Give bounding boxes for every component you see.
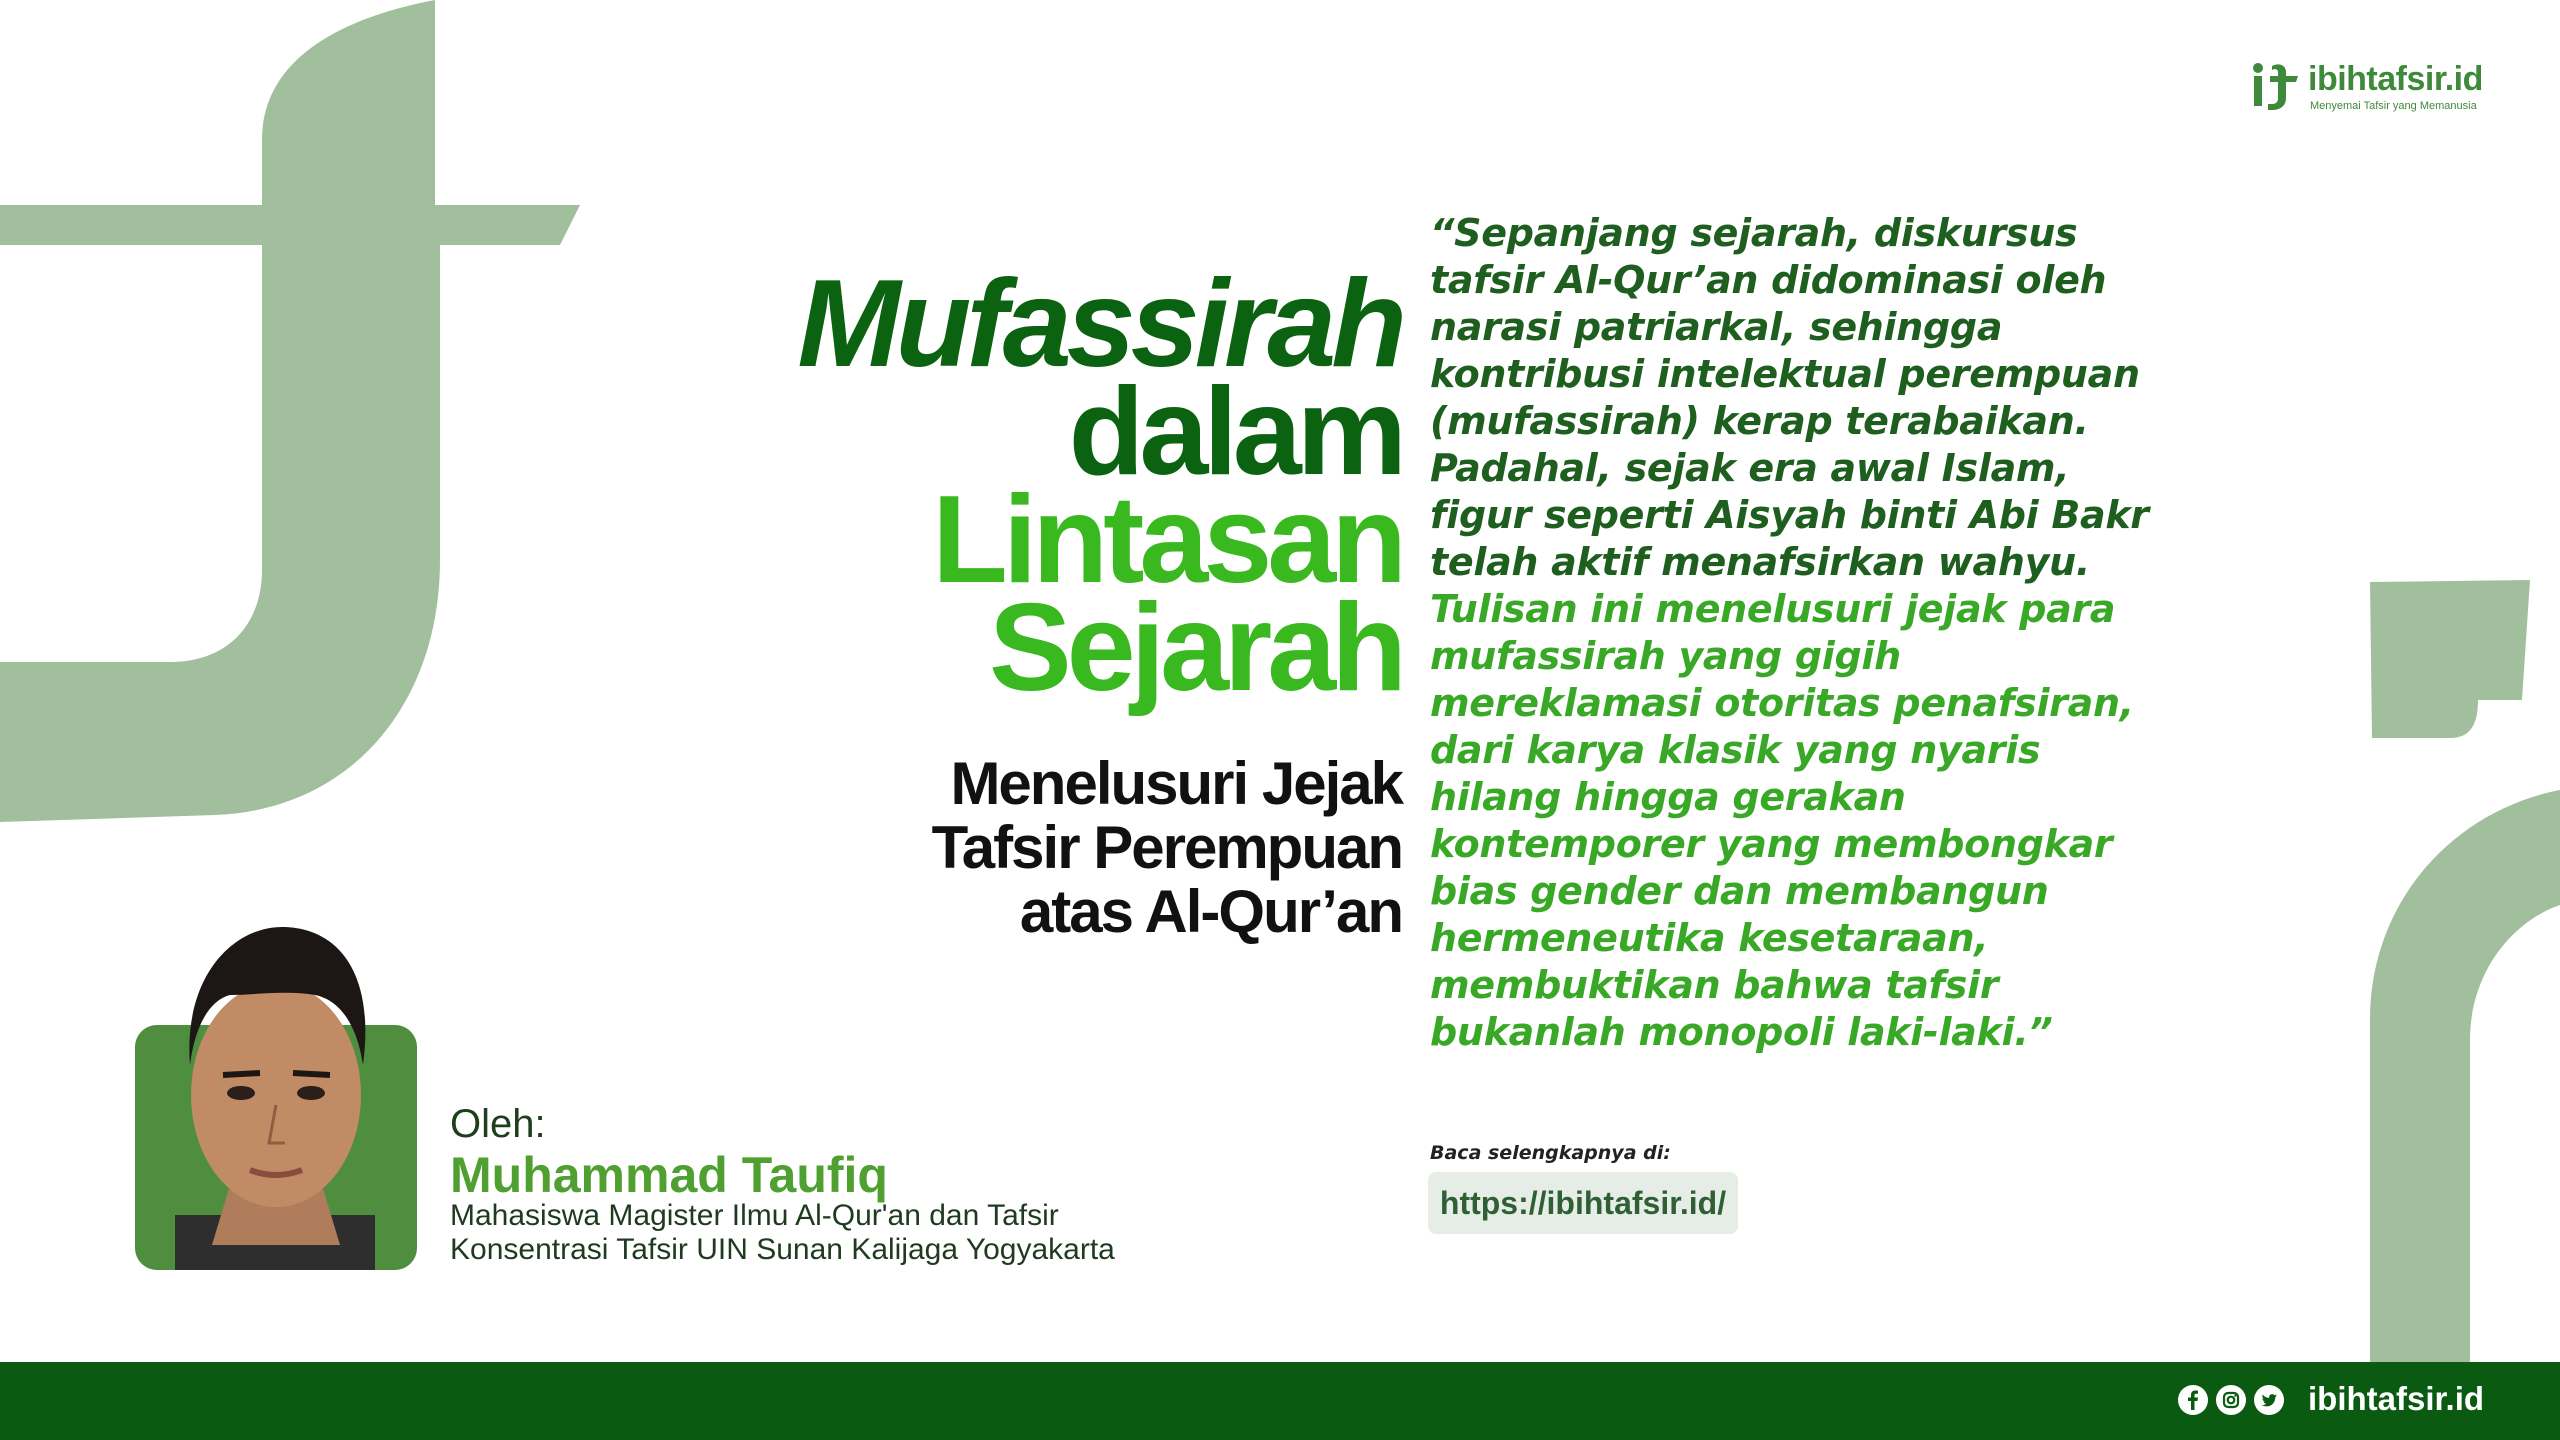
deco-left-t-stem <box>0 0 580 822</box>
title-line-1: Mufassirah <box>797 255 1402 393</box>
author-affiliation-line-1: Mahasiswa Magister Ilmu Al-Qur'an dan Tafsir <box>450 1199 1059 1232</box>
facebook-icon[interactable] <box>2178 1385 2208 1415</box>
title-line-4: Sejarah <box>988 579 1402 717</box>
author-portrait <box>135 915 417 1270</box>
read-more-label: Baca selengkapnya di: <box>1430 1142 1671 1164</box>
brand-logo[interactable] <box>2250 60 2495 120</box>
article-quote <box>1430 210 2150 1056</box>
title-line-2: dalam <box>1068 363 1402 501</box>
instagram-icon[interactable] <box>2216 1385 2246 1415</box>
twitter-icon[interactable] <box>2254 1385 2284 1415</box>
article-url-link[interactable]: https://ibihtafsir.id/ <box>1428 1172 1738 1234</box>
footer-site-name[interactable]: ibihtafsir.id <box>2308 1380 2485 1417</box>
title-line-3: Lintasan <box>932 471 1402 609</box>
footer-bar <box>0 1362 2560 1440</box>
page-title <box>642 255 1402 717</box>
brand-tagline: Menyemai Tafsir yang Memanusia <box>2310 100 2477 112</box>
author-affiliation-line-2: Konsentrasi Tafsir UIN Sunan Kalijaga Yogyakarta <box>450 1233 1115 1266</box>
deco-right-leaf <box>2370 580 2530 738</box>
quote-part-2-highlight: Tulisan ini menelusuri jejak para mufassirah yang gigih mereklamasi otoritas penafsiran, dari karya klasik yang nyaris hilang hingga gerakan kontemporer yang membongkar bias gender dan membangun hermeneutika kesetaraan, membuktikan bahwa tafsir bukanlah monopoli laki-laki.” <box>1430 587 2134 1054</box>
author-by-label: Oleh: <box>450 1102 546 1146</box>
subtitle-line-3: atas Al-Qur’an <box>1019 878 1402 945</box>
author-name: Muhammad Taufiq <box>450 1147 888 1203</box>
social-icons <box>2178 1385 2284 1417</box>
brand-name: ibihtafsir.id <box>2308 60 2483 98</box>
deco-right-arc <box>2370 790 2560 1362</box>
subtitle-line-2: Tafsir Perempuan <box>931 814 1402 881</box>
subtitle <box>642 752 1402 944</box>
subtitle-line-1: Menelusuri Jejak <box>950 750 1402 817</box>
quote-part-1: “Sepanjang sejarah, diskursus tafsir Al-Qur’an didominasi oleh narasi patriarkal, sehingga kontribusi intelektual perempuan (mufassirah) kerap terabaikan. Padahal, sejak era awal Islam, figur seperti Aisyah binti Abi Bakr telah aktif menafsirkan wahyu. <box>1430 211 2149 584</box>
ibihtafsir-logo-icon <box>2250 62 2302 114</box>
author-affiliation <box>450 1199 1250 1267</box>
